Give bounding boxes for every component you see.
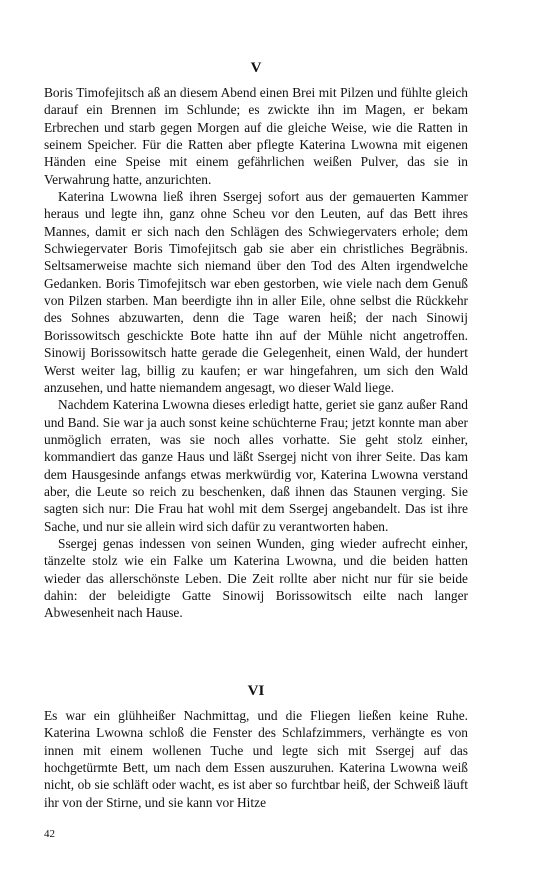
paragraph: Es war ein glühheißer Nachmittag, und die Fliegen ließen keine Ruhe. Katerina Lwowna schloß die Fenster des Schlafzimmers, verhängte es von innen mit einem wollenen Tuche und legte sich mit Ssergej auf das hochgetürmte Bett, um nach dem Essen auszuruhen. Katerina Lwowna weiß nicht, ob sie schläft oder wacht, es ist aber so furchtbar heiß, der Schweiß läuft ihr von der Stirne, und sie kann vor Hitze xyxy=(44,708,468,810)
paragraph: Boris Timofejitsch aß an diesem Abend einen Brei mit Pilzen und fühlte gleich darauf ein Brennen im Schlunde; es zwickte ihn im Magen, er bekam Erbrechen und starb gegen Morgen auf die gleiche Weise, wie die Ratten in seinem Speicher. Für die Ratten aber pflegte Katerina Lwowna mit eigenen Händen eine Speise mit einem gefährlichen weißen Pulver, das sie in Verwahrung hatte, anzurichten. xyxy=(44,85,468,187)
chapter-body xyxy=(44,707,468,811)
chapter-heading: VI xyxy=(247,683,265,699)
paragraph: Nachdem Katerina Lwowna dieses erledigt hatte, geriet sie ganz außer Rand und Band. Sie war ja auch sonst keine schüchterne Frau; jetzt konnte man aber unmöglich erraten, was sie noch alles vorhatte. Sie geht stolz einher, kommandiert das ganze Haus und läßt Ssergej nicht von ihrer Seite. Das kam dem Hausgesinde anfangs etwas merkwürdig vor, Katerina Lwowna verstand aber, die Leute so reich zu beschenken, daß ihnen das Staunen verging. Sie sagten sich nur: Die Frau hat wohl mit dem Ssergej angebandelt. Das ist ihre Sache, und nur sie allein wird sich dafür zu verantworten haben. xyxy=(44,397,468,534)
chapter-body xyxy=(44,84,468,622)
paragraph: Ssergej genas indessen von seinen Wunden, ging wieder aufrecht einher, tänzelte stolz wie ein Falke um Katerina Lwowna, und die beiden hatten wieder das allerschönste Leben. Die Zeit rollte aber nicht nur für sie beide dahin: der beleidigte Gatte Sinowij Borissowitsch eilte nach langer Abwesenheit nach Hause. xyxy=(44,535,468,621)
page-number: 42 xyxy=(44,828,55,840)
chapter-heading: V xyxy=(250,60,262,76)
book-page xyxy=(44,0,468,880)
paragraph: Katerina Lwowna ließ ihren Ssergej sofort aus der gemauerten Kammer heraus und legte ihn, ganz ohne Scheu vor den Leuten, auf das Bett ihres Mannes, damit er sich nach den Schlägen des Schwiegervaters erhole; dem Schwiegervater Boris Timofejitsch gab sie aber ein christliches Begräbnis. Seltsamerweise machte sich niemand über den Tod des Alten irgendwelche Gedanken. Boris Timofejitsch war eben gestorben, wie viele nach dem Genuß von Pilzen starben. Man beerdigte ihn in aller Eile, ohne selbst die Rückkehr des Sohnes abzuwarten, denn die Tage waren heiß; der nach Sinowij Borissowitsch geschickte Bote hatte ihn auf der Mühle nicht angetroffen. Sinowij Borissowitsch hatte gerade die Gelegenheit, einen Wald, der hundert Werst weiter lag, billig zu kaufen; er war hingefahren, um sich den Wald anzusehen, und hatte niemandem angesagt, wo dieser Wald liege. xyxy=(44,189,468,395)
